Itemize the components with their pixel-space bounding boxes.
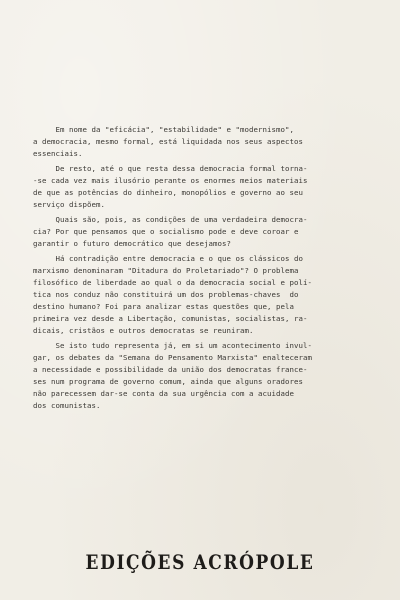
publisher-name: EDIÇÕES ACRÓPOLE	[85, 551, 315, 575]
text-line: -se cada vez mais ilusório perante os enormes meios materiais	[33, 176, 308, 185]
text-line: gar, os debates da "Semana do Pensamento Marxista" enalteceram	[33, 353, 312, 362]
text-line: Se isto tudo representa já, em si um acontecimento invul-	[33, 341, 312, 350]
text-line: destino humano? Foi para analizar estas questões que, pela	[33, 302, 294, 311]
paragraph-1	[33, 124, 371, 160]
text-line: a democracia, mesmo formal, está liquidada nos seus aspectos	[33, 137, 303, 146]
text-line: dos comunistas.	[33, 401, 101, 410]
text-line: serviço dispõem.	[33, 200, 105, 209]
text-line: ses num programa de governo comum, ainda que alguns oradores	[33, 377, 303, 386]
text-line: filosófico de liberdade ao qual o da democracia social e polí-	[33, 278, 312, 287]
text-line: tica nos conduz não constituirá um dos problemas-chaves do	[33, 290, 299, 299]
text-line: De resto, até o que resta dessa democracia formal torna-	[33, 164, 308, 173]
text-line: cia? Por que pensamos que o socialismo pode e deve coroar e	[33, 227, 299, 236]
text-line: Em nome da "eficácia", "estabilidade" e "modernismo",	[33, 125, 294, 134]
paragraph-4	[33, 253, 371, 337]
text-line: Quais são, pois, as condições de uma verdadeira democra-	[33, 215, 308, 224]
text-line: a necessidade e possibilidade da união dos democratas france-	[33, 365, 308, 374]
text-line: garantir o futuro democrático que desejamos?	[33, 239, 231, 248]
text-line: de que as potências do dinheiro, monopólios e governo ao seu	[33, 188, 303, 197]
text-line: não parecessem dar-se conta da sua urgência com a acuidade	[33, 389, 294, 398]
text-line: Há contradição entre democracia e o que os clássicos do	[33, 254, 303, 263]
blurb-text	[33, 124, 371, 415]
text-line: marxismo denominaram "Ditadura do Proletariado"? O problema	[33, 266, 299, 275]
paragraph-2	[33, 163, 371, 211]
paragraph-3	[33, 214, 371, 250]
text-line: dicais, cristãos e outros democratas se reuniram.	[33, 326, 254, 335]
text-line: primeira vez desde a Libertação, comunistas, socialistas, ra-	[33, 314, 308, 323]
paragraph-5	[33, 340, 371, 412]
text-line: essenciais.	[33, 149, 83, 158]
